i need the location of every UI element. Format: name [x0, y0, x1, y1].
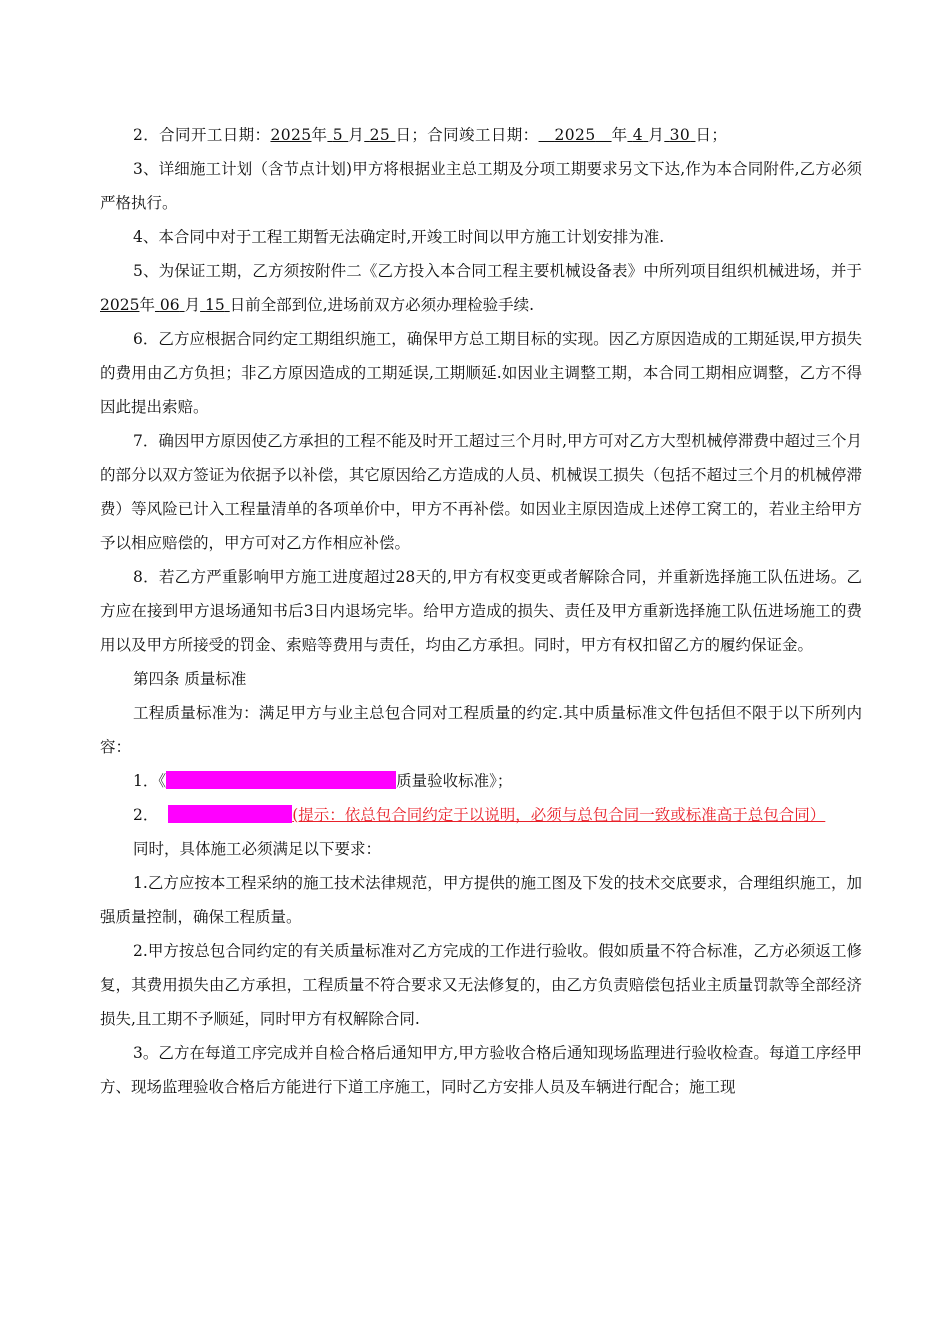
article-4-title: 第四条 质量标准 [133, 670, 247, 688]
start-day-field [364, 126, 395, 144]
item-1-suffix: 质量验收标准》； [396, 772, 513, 790]
end-day: 30 [669, 126, 691, 144]
start-year: 2025 [270, 126, 312, 144]
end-month: 4 [632, 126, 644, 144]
end-day-field [664, 126, 695, 144]
contract-page [100, 118, 862, 1104]
year-char: 年 [611, 126, 628, 144]
clause-6: 6．乙方应根据合同约定工期组织施工，确保甲方总工期目标的实现。因乙方原因造成的工期延误,甲方损失的费用由乙方负担；非乙方原因造成的工期延误,工期顺延.如因业主调整工期，本合同工期相应调整，乙方不得因此提出索赔。 [100, 330, 862, 416]
item-2-prefix: 2． [133, 806, 159, 824]
clause-5-text: 5、为保证工期，乙方须按附件二《乙方投入本合同工程主要机械设备表》中所列项目组织机械进场，并于 [133, 262, 862, 280]
arrival-month: 06 [159, 296, 180, 314]
month-char: 月 [348, 126, 365, 144]
clause-2-middle: 日；合同竣工日期： [395, 126, 539, 144]
start-day: 25 [369, 126, 391, 144]
item-2-blank[interactable] [168, 806, 292, 824]
also-requirements: 同时，具体施工必须满足以下要求： [133, 840, 382, 858]
clause-5-suffix: 日前全部到位,进场前双方必须办理检验手续. [229, 296, 535, 314]
start-month-field [327, 126, 348, 144]
quality-item-2 [100, 798, 862, 832]
month-char: 月 [184, 296, 201, 314]
end-month-field [627, 126, 648, 144]
requirement-2: 2.甲方按总包合同约定的有关质量标准对乙方完成的工作进行验收。假如质量不符合标准，乙方必须返工修复，其费用损失由乙方承担，工程质量不符合要求又无法修复的，由乙方负责赔偿包括业主质量罚款等全部经济损失,且工期不予顺延，同时甲方有权解除合同. [100, 942, 862, 1028]
end-year-field [539, 126, 612, 144]
requirement-1: 1.乙方应按本工程采纳的施工技术法律规范，甲方提供的施工图及下发的技术交底要求，合理组织施工，加强质量控制，确保工程质量。 [100, 874, 862, 926]
clause-2-prefix: 2．合同开工日期： [133, 126, 271, 144]
clause-5 [100, 254, 862, 322]
end-year: 2025 [554, 126, 596, 144]
item-1-prefix: 1．《 [133, 772, 167, 790]
year-char: 年 [139, 296, 155, 314]
clause-4: 4、本合同中对于工程工期暂无法确定时,开竣工时间以甲方施工计划安排为准. [133, 228, 665, 246]
quality-intro: 工程质量标准为：满足甲方与业主总包合同对工程质量的约定.其中质量标准文件包括但不限于以下所列内容： [100, 704, 862, 756]
month-char: 月 [648, 126, 665, 144]
arrival-year: 2025 [100, 296, 140, 314]
clause-8: 8．若乙方严重影响甲方施工进度超过28天的,甲方有权变更或者解除合同，并重新选择施工队伍进场。乙方应在接到甲方退场通知书后3日内退场完毕。给甲方造成的损失、责任及甲方重新选择施工队伍进场施工的费用以及甲方所接受的罚金、索赔等费用与责任，均由乙方承担。同时，甲方有权扣留乙方的履约保证金。 [100, 568, 862, 654]
clause-2-suffix: 日； [695, 126, 728, 144]
clause-3: 3、详细施工计划（含节点计划)甲方将根据业主总工期及分项工期要求另文下达,作为本合同附件,乙方必须严格执行。 [100, 160, 862, 212]
clause-2-dates [100, 118, 862, 152]
arrival-day-field [200, 296, 230, 314]
highlighted-blank-field[interactable] [168, 805, 292, 823]
highlighted-blank-field[interactable] [166, 771, 396, 789]
item-2-hint: (提示：依总包合同约定于以说明，必须与总包合同一致或标准高于总包合同） [292, 806, 826, 824]
start-month: 5 [332, 126, 344, 144]
arrival-month-field [155, 296, 185, 314]
arrival-day: 15 [205, 296, 225, 314]
requirement-3: 3。乙方在每道工序完成并自检合格后通知甲方,甲方验收合格后通知现场监理进行验收检查。每道工序经甲方、现场监理验收合格后方能进行下道工序施工，同时乙方安排人员及车辆进行配合；施工现 [100, 1044, 862, 1096]
year-char: 年 [311, 126, 328, 144]
quality-item-1 [100, 764, 862, 798]
clause-7: 7．确因甲方原因使乙方承担的工程不能及时开工超过三个月时,甲方可对乙方大型机械停滞费中超过三个月的部分以双方签证为依据予以补偿，其它原因给乙方造成的人员、机械误工损失（包括不超过三个月的机械停滞费）等风险已计入工程量清单的各项单价中，甲方不再补偿。如因业主原因造成上述停工窝工的，若业主给甲方予以相应赔偿的，甲方可对乙方作相应补偿。 [100, 432, 862, 552]
